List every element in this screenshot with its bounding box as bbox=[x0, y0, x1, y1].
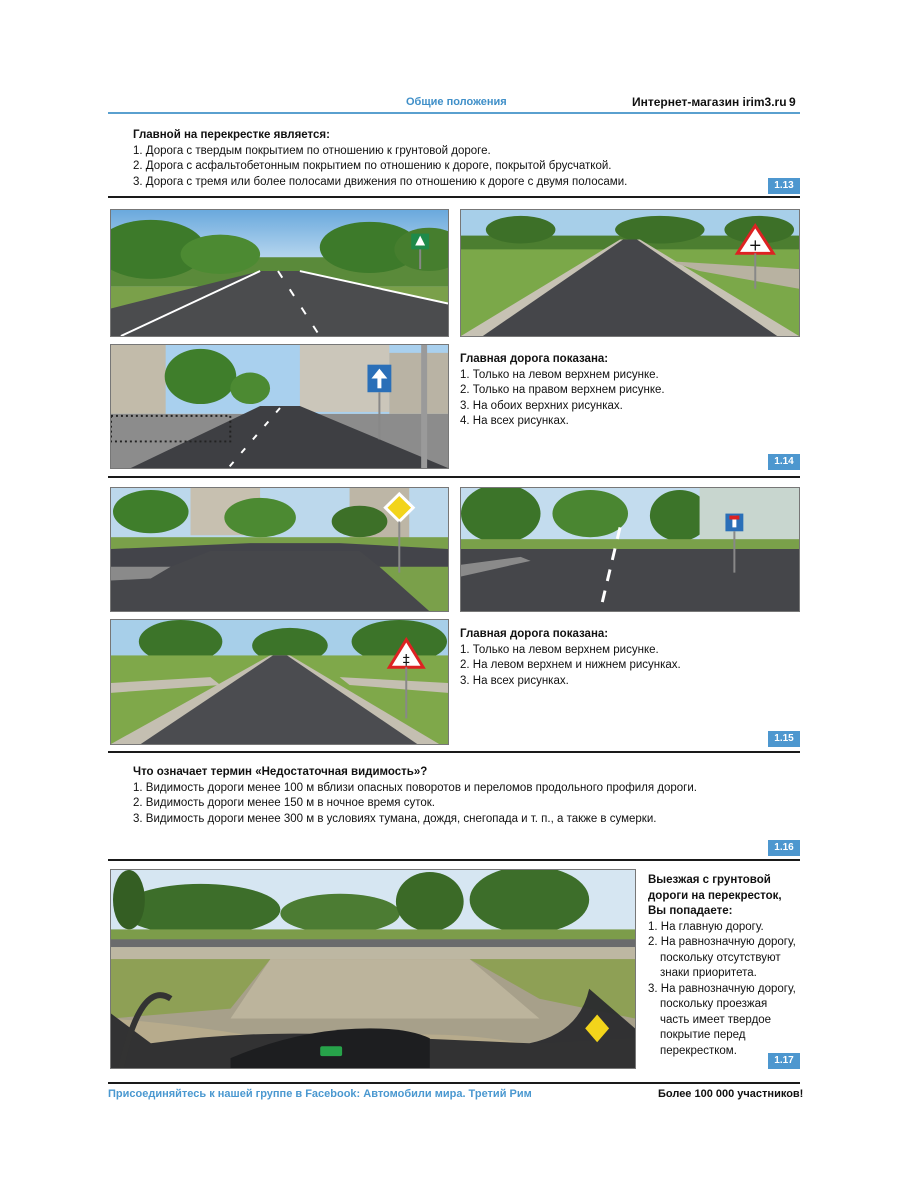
question-1-17 bbox=[648, 873, 796, 1059]
scene-1-14-top-left bbox=[110, 209, 449, 337]
answer-option: 1. Только на левом верхнем рисунке. bbox=[460, 643, 659, 656]
header-divider bbox=[108, 112, 800, 114]
question-text: Главная дорога показана: bbox=[460, 628, 609, 640]
section-divider bbox=[108, 196, 800, 198]
svg-text:‡: ‡ bbox=[402, 652, 410, 669]
svg-text:+: + bbox=[748, 235, 762, 255]
answer-option: 2. Только на правом верхнем рисунке. bbox=[460, 384, 665, 396]
footer-members-count: Более 100 000 участников! bbox=[658, 1088, 804, 1100]
question-number-badge: 1.17 bbox=[768, 1053, 800, 1069]
scene-1-14-top-right bbox=[460, 209, 800, 337]
question-text: Вы попадаете: bbox=[648, 905, 733, 917]
footer-facebook-link[interactable]: Присоединяйтесь к нашей группе в Facebook: Автомобили мира. Третий Рим bbox=[108, 1088, 532, 1100]
question-1-15 bbox=[460, 627, 681, 689]
answer-option: 2. На левом верхнем и нижнем рисунках. bbox=[460, 659, 681, 671]
answer-option: 4. На всех рисунках. bbox=[460, 415, 569, 427]
answer-option: 2. Видимость дороги менее 150 м в ночное время суток. bbox=[133, 797, 435, 809]
footer-divider bbox=[108, 1082, 800, 1084]
question-text: Что означает термин «Недостаточная видимость»? bbox=[133, 766, 428, 778]
scene-1-15-bottom-left bbox=[110, 619, 449, 745]
answer-option-continuation: поскольку отсутствуют bbox=[660, 951, 781, 964]
question-number-badge: 1.13 bbox=[768, 178, 800, 194]
answer-option: 3. Видимость дороги менее 300 м в условиях тумана, дождя, снегопада и т. п., а также в сумерки. bbox=[133, 812, 657, 825]
answer-option-continuation: покрытие перед bbox=[660, 1029, 746, 1041]
header-shop-name: Интернет-магазин irim3.ru bbox=[632, 95, 787, 109]
answer-option: 2. Дорога с асфальтобетонным покрытием по отношению к дороге, покрытой брусчаткой. bbox=[133, 160, 612, 172]
answer-option: 3. Дорога с тремя или более полосами движения по отношению к дороге с двумя полосами. bbox=[133, 175, 628, 188]
scene-1-14-bottom-left bbox=[110, 344, 449, 469]
answer-option-continuation: знаки приоритета. bbox=[660, 967, 757, 979]
question-number-badge: 1.14 bbox=[768, 454, 800, 470]
section-divider bbox=[108, 751, 800, 753]
answer-option-continuation: поскольку проезжая bbox=[660, 998, 768, 1010]
answer-option-continuation: часть имеет твердое bbox=[660, 1013, 772, 1026]
scene-1-15-top-left bbox=[110, 487, 449, 612]
question-text: Выезжая с грунтовой bbox=[648, 874, 771, 886]
question-1-14 bbox=[460, 352, 665, 430]
answer-option: 1. Только на левом верхнем рисунке. bbox=[460, 368, 659, 381]
answer-option: 3. На обоих верхних рисунках. bbox=[460, 399, 623, 412]
question-number-badge: 1.16 bbox=[768, 840, 800, 856]
question-text: дороги на перекресток, bbox=[648, 889, 782, 902]
question-text: Главная дорога показана: bbox=[460, 353, 609, 365]
page-number: 9 bbox=[789, 95, 796, 109]
header-section-title: Общие положения bbox=[406, 96, 507, 108]
answer-option: 2. На равнозначную дорогу, bbox=[648, 936, 796, 948]
answer-option: 3. На равнозначную дорогу, bbox=[648, 982, 796, 995]
answer-option: 1. Дорога с твердым покрытием по отношению к грунтовой дороге. bbox=[133, 144, 491, 157]
question-1-13 bbox=[133, 128, 627, 190]
question-text: Главной на перекрестке является: bbox=[133, 129, 330, 141]
answer-option: 1. Видимость дороги менее 100 м вблизи опасных поворотов и переломов продольного профиля дороги. bbox=[133, 781, 697, 794]
question-number-badge: 1.15 bbox=[768, 731, 800, 747]
question-1-16 bbox=[133, 765, 697, 827]
scene-1-15-top-right bbox=[460, 487, 800, 612]
section-divider bbox=[108, 859, 800, 861]
scene-1-17 bbox=[110, 869, 636, 1069]
answer-option: 1. На главную дорогу. bbox=[648, 920, 764, 933]
answer-option-continuation: перекрестком. bbox=[660, 1044, 737, 1057]
section-divider bbox=[108, 476, 800, 478]
answer-option: 3. На всех рисунках. bbox=[460, 674, 569, 687]
